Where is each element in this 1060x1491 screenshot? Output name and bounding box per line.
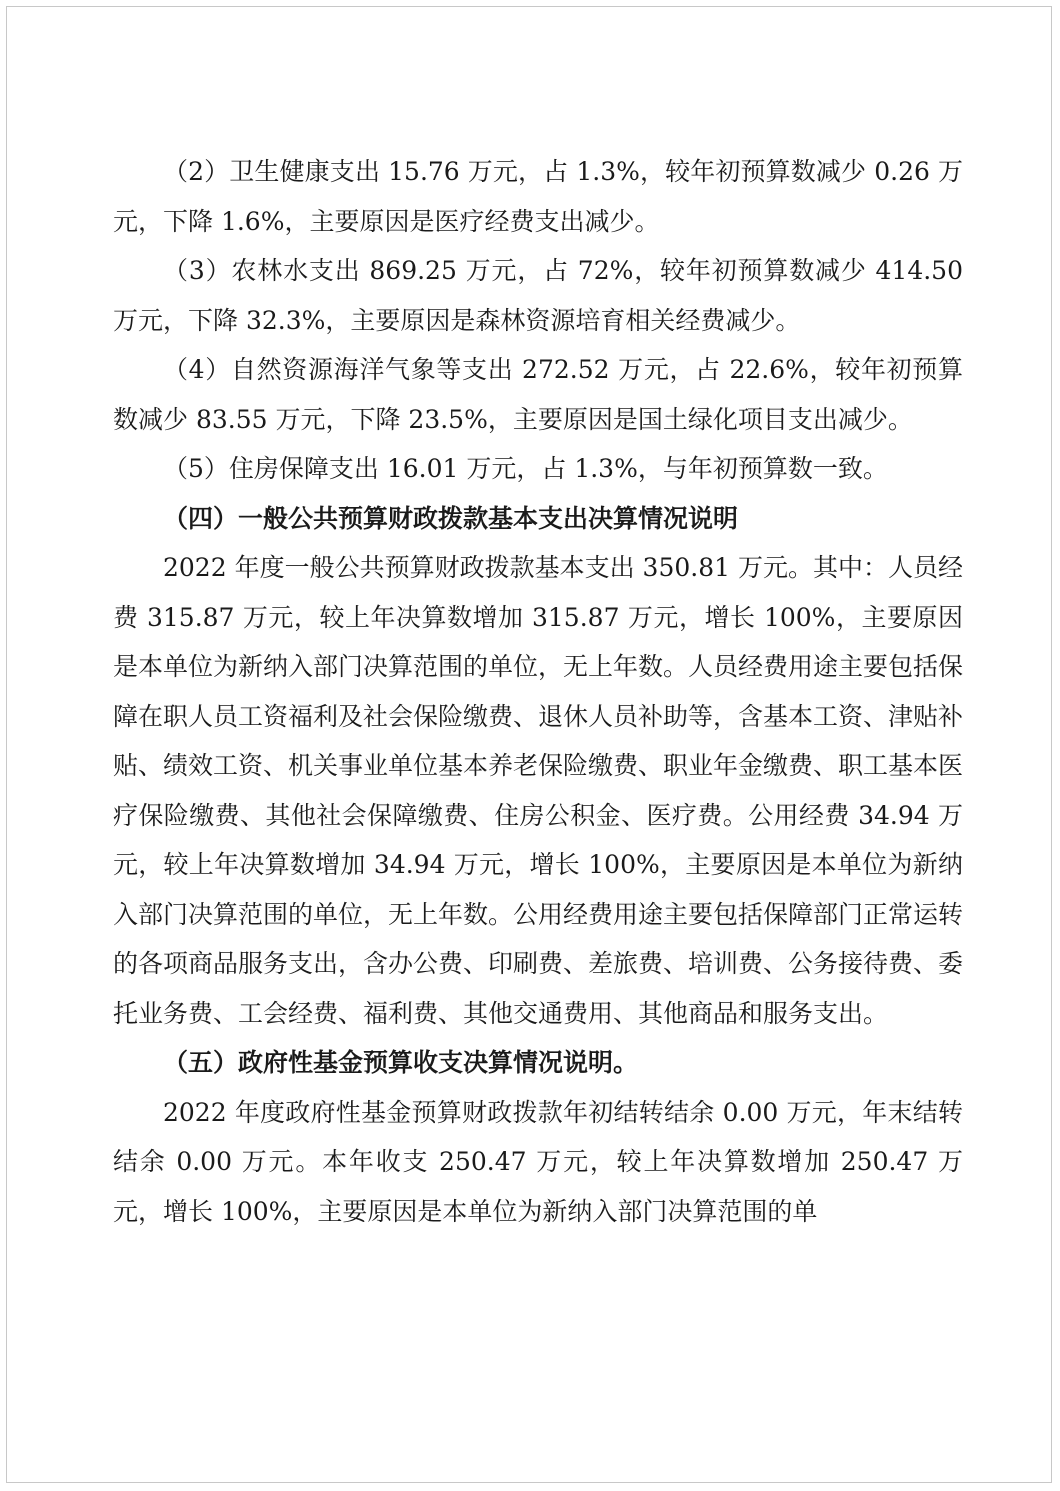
document-page bbox=[6, 6, 1052, 1483]
paragraph-housing-expenditure: （5）住房保障支出 16.01 万元，占 1.3%，与年初预算数一致。 bbox=[163, 454, 888, 483]
document-body bbox=[113, 147, 963, 1236]
paragraph-agriculture-expenditure: （3）农林水支出 869.25 万元，占 72%，较年初预算数减少 414.50 万元，下降 32.3%，主要原因是森林资源培育相关经费减少。 bbox=[113, 256, 963, 335]
paragraph-health-expenditure: （2）卫生健康支出 15.76 万元，占 1.3%，较年初预算数减少 0.26 万元，下降 1.6%，主要原因是医疗经费支出减少。 bbox=[113, 157, 963, 236]
paragraph-government-fund: 2022 年度政府性基金预算财政拨款年初结转结余 0.00 万元，年末结转结余 0.00 万元。本年收支 250.47 万元，较上年决算数增加 250.47 万元，增长 100%，主要原因是本单位为新纳入部门决算范围的单 bbox=[113, 1097, 963, 1226]
section-heading-basic-expenditure: （四）一般公共预算财政拨款基本支出决算情况说明 bbox=[163, 503, 739, 533]
paragraph-basic-expenditure: 2022 年度一般公共预算财政拨款基本支出 350.81 万元。其中：人员经费 315.87 万元，较上年决算数增加 315.87 万元，增长 100%，主要原因是本单位为新纳入部门决算范围的单位，无上年数。人员经费用途主要包括保障在职人员工资福利及社会保险缴费、退休人员补助等，含基本工资、津贴补贴、绩效工资、机关事业单位基本养老保险缴费、职业年金缴费、职工基本医疗保险缴费、其他社会保障缴费、住房公积金、医疗费。公用经费 34.94 万元，较上年决算数增加 34.94 万元，增长 100%，主要原因是本单位为新纳入部门决算范围的单位，无上年数。公用经费用途主要包括保障部门正常运转的各项商品服务支出，含办公费、印刷费、差旅费、培训费、公务接待费、委托业务费、工会经费、福利费、其他交通费用、其他商品和服务支出。 bbox=[113, 553, 964, 1028]
section-heading-government-fund: （五）政府性基金预算收支决算情况说明。 bbox=[163, 1048, 639, 1077]
paragraph-natural-resources-expenditure: （4）自然资源海洋气象等支出 272.52 万元，占 22.6%，较年初预算数减少 83.55 万元，下降 23.5%，主要原因是国土绿化项目支出减少。 bbox=[113, 355, 963, 434]
